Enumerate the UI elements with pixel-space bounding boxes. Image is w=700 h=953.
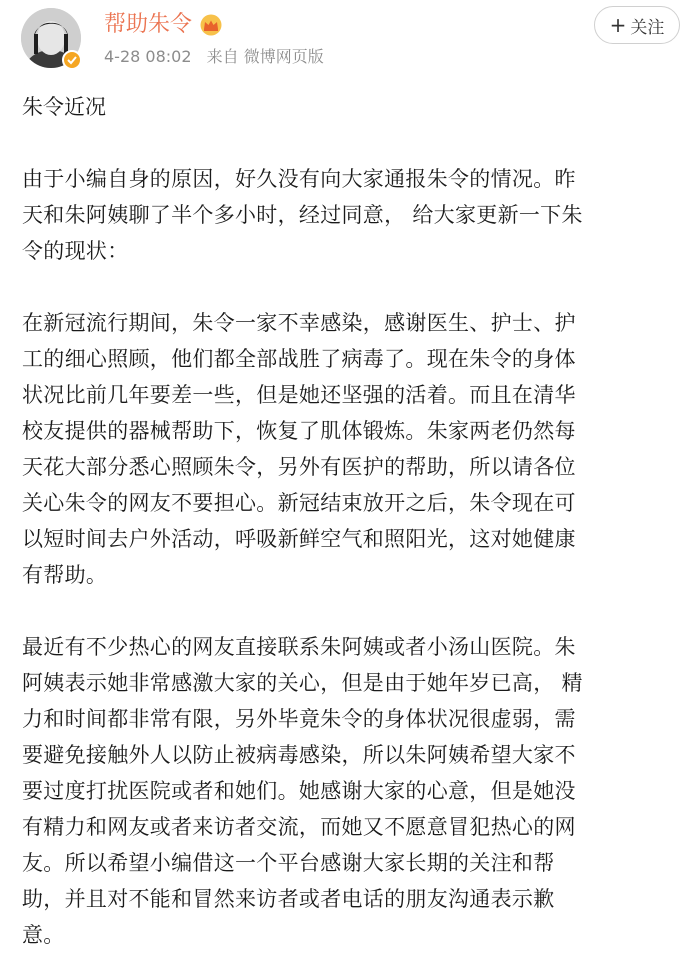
crown-icon[interactable] bbox=[198, 14, 224, 36]
text-line: 在新冠流行期间，朱令一家不幸感染，感谢医生、护士、护 bbox=[22, 311, 576, 335]
text-line: 由于小编自身的原因，好久没有向大家通报朱令的情况。昨 bbox=[22, 167, 576, 191]
text-line: 天和朱阿姨聊了半个多小时，经过同意， 给大家更新一下朱 bbox=[22, 203, 583, 227]
username-row bbox=[104, 10, 224, 40]
plus-icon: + bbox=[609, 13, 627, 37]
post-timestamp[interactable]: 4-28 08:02 bbox=[104, 47, 192, 66]
text-line: 友。所以希望小编借这一个平台感谢大家长期的关注和帮 bbox=[22, 851, 555, 875]
follow-label: 关注 bbox=[630, 17, 665, 38]
text-line: 最近有不少热心的网友直接联系朱阿姨或者小汤山医院。朱 bbox=[22, 635, 576, 659]
text-line: 要过度打扰医院或者和她们。她感谢大家的心意，但是她没 bbox=[22, 779, 576, 803]
paragraph-1 bbox=[22, 161, 690, 269]
text-line: 令的现状： bbox=[22, 239, 129, 263]
text-line: 天花大部分悉心照顾朱令，另外有医护的帮助，所以请各位 bbox=[22, 455, 576, 479]
text-line: 有帮助。 bbox=[22, 563, 108, 587]
post-source: 来自 微博网页版 bbox=[206, 47, 324, 66]
text-line: 要避免接触外人以防止被病毒感染，所以朱阿姨希望大家不 bbox=[22, 743, 576, 767]
post-header bbox=[0, 0, 700, 90]
verified-badge-icon bbox=[62, 50, 82, 70]
paragraph-2 bbox=[22, 305, 690, 593]
post-body bbox=[22, 89, 690, 953]
text-line: 有精力和网友或者来访者交流，而她又不愿意冒犯热心的网 bbox=[22, 815, 576, 839]
text-line: 校友提供的器械帮助下，恢复了肌体锻炼。朱家两老仍然每 bbox=[22, 419, 576, 443]
post-title: 朱令近况 bbox=[22, 95, 106, 119]
text-line: 关心朱令的网友不要担心。新冠结束放开之后，朱令现在可 bbox=[22, 491, 576, 515]
text-line: 助，并且对不能和冒然来访者或者电话的朋友沟通表示歉 bbox=[22, 887, 555, 911]
text-line: 力和时间都非常有限，另外毕竟朱令的身体状况很虚弱，需 bbox=[22, 707, 576, 731]
text-line: 状况比前几年要差一些，但是她还坚强的活着。而且在清华 bbox=[22, 383, 576, 407]
text-line: 阿姨表示她非常感激大家的关心，但是由于她年岁已高， 精 bbox=[22, 671, 583, 695]
post-meta bbox=[104, 45, 334, 69]
username[interactable]: 帮助朱令 bbox=[104, 12, 193, 37]
text-line: 工的细心照顾，他们都全部战胜了病毒了。现在朱令的身体 bbox=[22, 347, 576, 371]
paragraph-3 bbox=[22, 629, 690, 953]
text-line: 以短时间去户外活动，呼吸新鲜空气和照阳光，这对她健康 bbox=[22, 527, 576, 551]
follow-button[interactable] bbox=[594, 6, 680, 44]
text-line: 意。 bbox=[22, 923, 65, 947]
